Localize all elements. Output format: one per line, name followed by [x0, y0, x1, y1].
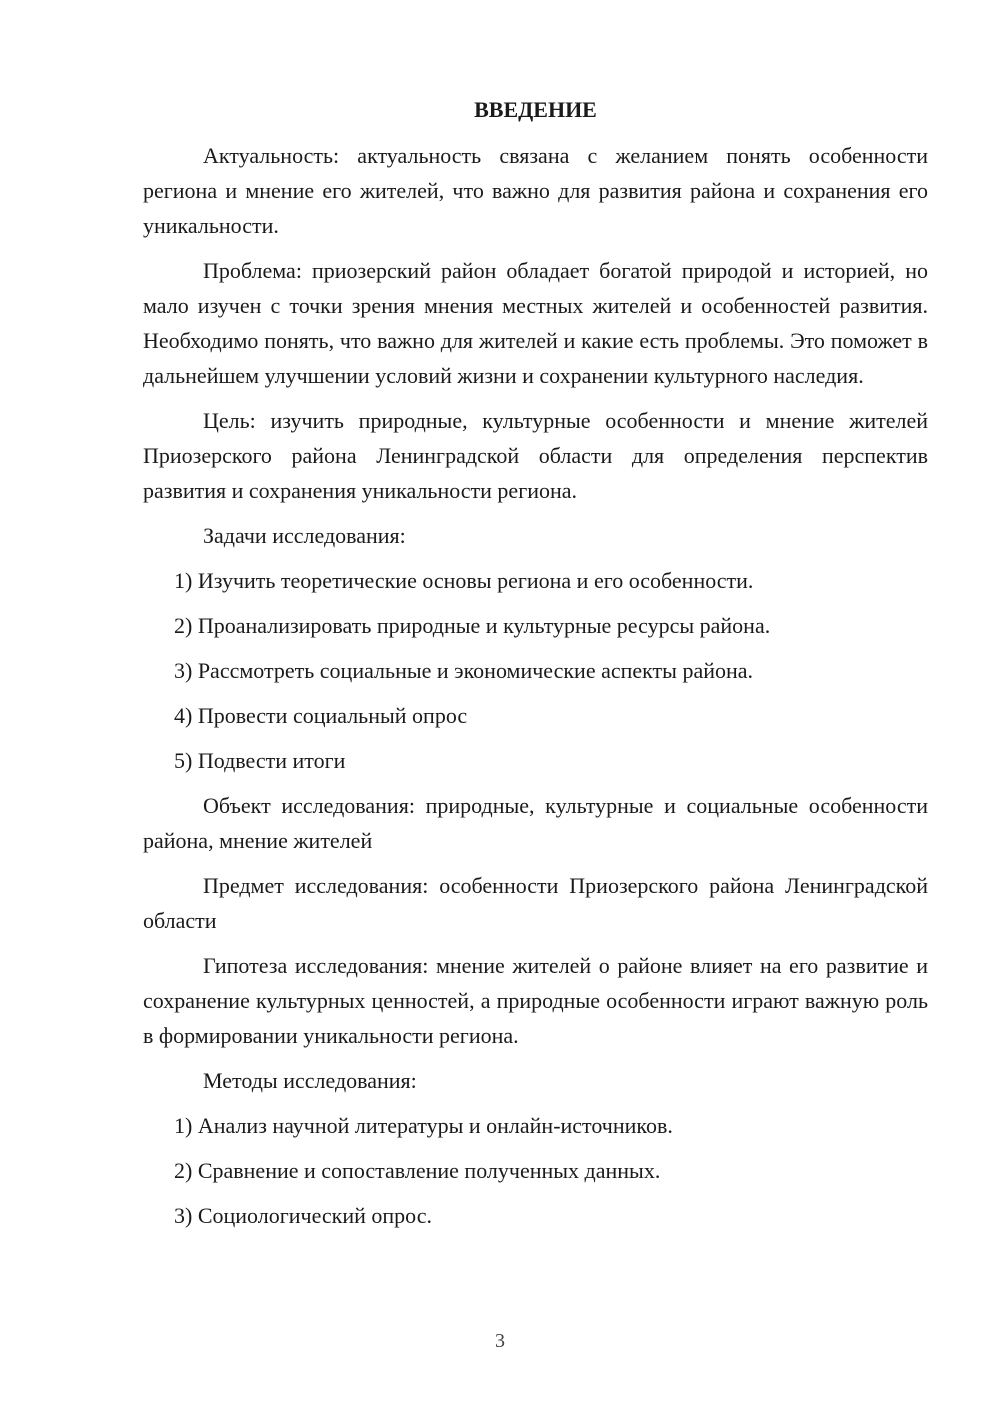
paragraph-hypothesis: Гипотеза исследования: мнение жителей о районе влияет на его развитие и сохранение культурных ценностей, а природные особенности играют важную роль в формировании уникальности региона.: [143, 953, 928, 1048]
page-number: 3: [495, 1330, 505, 1352]
list-item: 3) Рассмотреть социальные и экономические аспекты района.: [174, 658, 754, 683]
methods-list: [143, 1108, 928, 1233]
paragraph-relevance: Актуальность: актуальность связана с желанием понять особенности региона и мнение его жителей, что важно для развития района и сохранения его уникальности.: [143, 143, 928, 238]
list-item: 1) Изучить теоретические основы региона и его особенности.: [174, 568, 754, 593]
list-item: 2) Проанализировать природные и культурные ресурсы района.: [174, 613, 771, 638]
list-item: 4) Провести социальный опрос: [174, 703, 468, 728]
list-item: 2) Сравнение и сопоставление полученных данных.: [174, 1158, 661, 1183]
list-item: 3) Социологический опрос.: [174, 1203, 432, 1228]
paragraph-object: Объект исследования: природные, культурные и социальные особенности района, мнение жителей: [143, 793, 928, 853]
list-item: 5) Подвести итоги: [174, 748, 346, 773]
paragraph-problem: Проблема: приозерский район обладает богатой природой и историей, но мало изучен с точки зрения мнения местных жителей и особенностей развития. Необходимо понять, что важно для жителей и какие есть проблемы. Это поможет в дальнейшем улучшении условий жизни и сохранении культурного наследия.: [143, 258, 928, 388]
methods-heading: Методы исследования:: [203, 1068, 417, 1093]
list-item: 1) Анализ научной литературы и онлайн-источников.: [174, 1113, 673, 1138]
tasks-list: [143, 563, 928, 778]
page-title: ВВЕДЕНИЕ: [474, 97, 597, 122]
page-content: [143, 92, 928, 1243]
paragraph-goal: Цель: изучить природные, культурные особенности и мнение жителей Приозерского района Ленинградской области для определения перспектив развития и сохранения уникальности региона.: [143, 408, 928, 503]
paragraph-subject: Предмет исследования: особенности Приозерского района Ленинградской области: [143, 873, 928, 933]
tasks-heading: Задачи исследования:: [203, 523, 406, 548]
